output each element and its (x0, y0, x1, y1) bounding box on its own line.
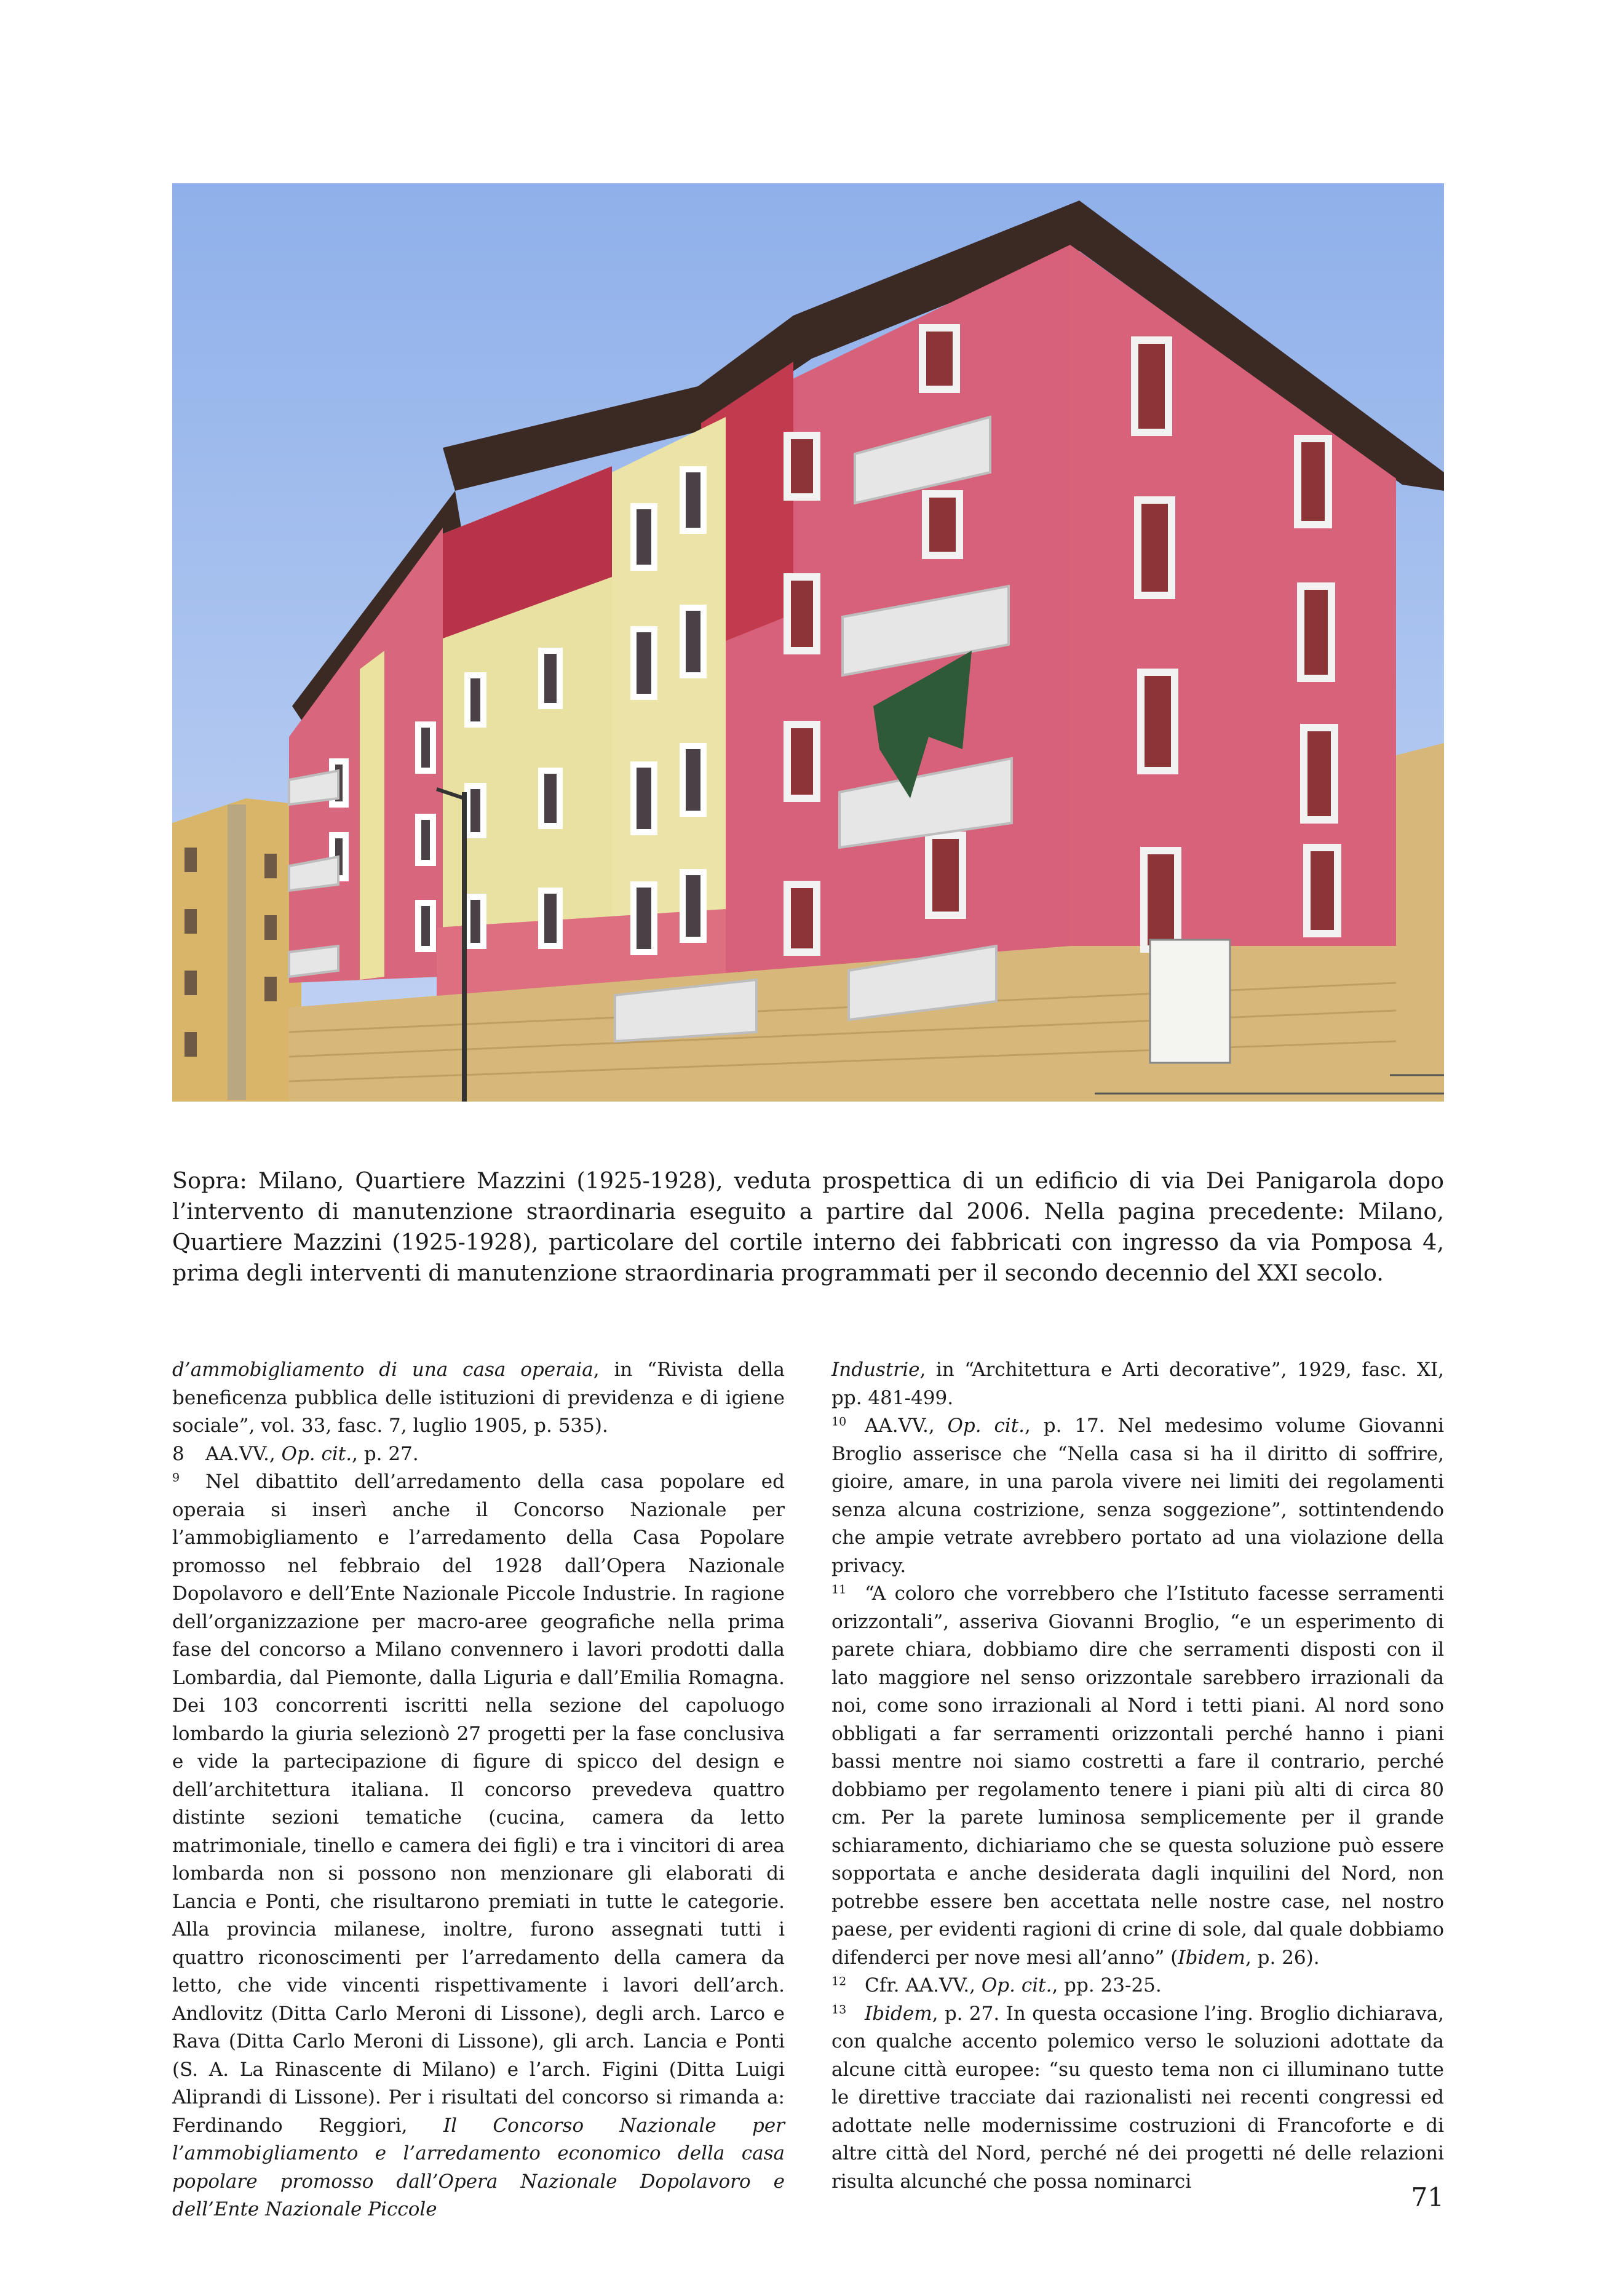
note-text: , pp. 23-25. (1052, 1974, 1162, 1996)
footnote-10 (831, 1412, 1444, 1580)
note-text: Cfr. AA.VV., (865, 1974, 982, 1996)
footnote-superscript: 10 (831, 1415, 847, 1429)
photo-caption: Sopra: Milano, Quartiere Mazzini (1925-1928), veduta prospettica di un edificio di via Dei Panigarola dopo l’intervento di manutenzione straordinaria eseguito a partire dal 2006. Nella pagina precedente: Milano, Quartiere Mazzini (1925-1928), particolare del cortile interno dei fabbricati con ingresso da via Pomposa 4, prima degli interventi di manutenzione straordinaria programmati per il secondo decennio del XXI secolo. (172, 1167, 1444, 1286)
note-continuation-left (172, 1356, 785, 1440)
footnote-11 (831, 1580, 1444, 1972)
note-italic: Ibidem (865, 2002, 932, 2025)
footnote-superscript: 9 (172, 1471, 180, 1485)
footnote-superscript: 11 (831, 1583, 847, 1597)
note-text: Nel dibattito dell’arredamento della casa popolare ed operaia si inserì anche il Concorso Nazionale per l’ammobigliamento e l’arredamento della Casa Popolare promosso nel febbraio del 1928 dall’Opera Nazionale Dopolavoro e dell’Ente Nazionale Piccole Industrie. In ragione dell’organizzazione per macro-aree geografiche nella prima fase del concorso a Milano convennero i lavori prodotti dalla Lombardia, dal Piemonte, dalla Liguria e dall’Emilia Romagna. Dei 103 concorrenti iscritti nella sezione del capoluogo lombardo la giuria selezionò 27 progetti per la fase conclusiva e vide la partecipazione di figure di spicco del design e dell’architettura italiana. Il concorso prevedeva quattro distinte sezioni tematiche (cucina, camera da letto matrimoniale, tinello e camera dei figli) e tra i vincitori di area lombarda non si possono non menzionare gli elaborati di Lancia e Ponti, che risultarono premiati in tutte le categorie. Alla provincia milanese, inoltre, furono assegnati tutti i quattro riconoscimenti per l’arredamento della camera da letto, che vide vincenti rispettivamente i lavori dell’arch. Andlovitz (Ditta Carlo Meroni di Lissone), degli arch. Larco e Rava (Ditta Carlo Meroni di Lissone), gli arch. Lancia e Ponti (S. A. La Rinascente di Milano) e l’arch. Figini (Ditta Luigi Aliprandi di Lissone). Per i risultati del concorso si rimanda a: Ferdinando Reggiori, (172, 1471, 785, 2137)
footnote-superscript: 13 (831, 2003, 847, 2017)
note-italic: Industrie (831, 1359, 920, 1381)
notes-column-left (172, 1356, 785, 2224)
note-text: , in “Rivista della beneficenza pubblica delle istituzioni di previdenza e di igiene sociale”, vol. 33, fasc. 7, luglio 1905, p. 535). (172, 1359, 785, 1437)
note-italic: Il Concorso Nazionale per l’ammobigliamento e l’arredamento economico della casa popolare promosso dall’Opera Nazionale Dopolavoro e dell’Ente Nazionale Piccole (172, 2114, 785, 2220)
footnote-number (831, 1412, 865, 1440)
building-photo-illustration (172, 183, 1444, 1102)
footnote-superscript: 12 (831, 1974, 847, 1988)
note-text: AA.VV., (865, 1415, 948, 1437)
note-italic: Ibidem (1178, 1946, 1245, 1969)
footnote-number (831, 1972, 865, 2000)
note-text: “A coloro che vorrebbero che l’Istituto facesse serramenti orizzontali”, asseriva Giovanni Broglio, “e un esperimento di parete chiara, dobbiamo dire che serramenti disposti con il lato maggiore nel senso orizzontale sarebbero irrazionali da noi, come sono irrazionali al Nord i tetti piani. Al nord sono obbligati a far serramenti orizzontali perché hanno i piani bassi mentre noi siamo costretti a fare il contrario, perché dobbiamo per regolamento tenere i piani più alti di circa 80 cm. Per la parete luminosa semplicemente per il grande schiaramento, dichiariamo che se questa soluzione può essere sopportata e anche desiderata dagli inquilini del Nord, non potrebbe essere ben accettata nelle nostre case, nel nostro paese, per evidenti ragioni di crine di sole, dal quale dobbiamo difenderci per nove mesi all’anno” ( (831, 1583, 1444, 1969)
footnote-8 (172, 1440, 785, 1469)
note-text: , p. 27. (352, 1442, 419, 1465)
note-text: AA.VV., (205, 1442, 282, 1465)
note-text: , p. 27. In questa occasione l’ing. Broglio dichiarava, con qualche accento polemico verso le soluzioni adottate da alcune città europee: “su questo tema non ci illuminano tutte le direttive tracciate dai razionalisti nei recenti congressi ed adottate nelle modernissime costruzioni di Francoforte e di altre città del Nord, perché né dei progetti né delle relazioni risulta alcunché che possa nominarci (831, 2002, 1444, 2193)
note-text: , p. 26). (1245, 1946, 1320, 1969)
page-number: 71 (1411, 2182, 1444, 2212)
note-italic: Op. cit. (981, 1974, 1052, 1996)
note-italic: Op. cit. (947, 1415, 1025, 1437)
building-photo (172, 183, 1444, 1102)
footnote-number: 8 (172, 1442, 184, 1465)
note-italic: Op. cit. (281, 1442, 352, 1465)
note-continuation-right (831, 1356, 1444, 1412)
footnote-9 (172, 1468, 785, 2224)
footnote-12 (831, 1972, 1444, 2000)
note-italic: d’ammobigliamento di una casa operaia (172, 1359, 593, 1381)
notes-column-right (831, 1356, 1444, 2196)
footnote-number (831, 2000, 865, 2028)
footnote-number (172, 1468, 205, 1496)
note-text: , p. 17. Nel medesimo volume Giovanni Broglio asserisce che “Nella casa si ha il diritto di soffrire, gioire, amare, in una parola vivere nei limiti dei regolamenti senza alcuna costrizione, senza soggezione”, sottintendendo che ampie vetrate avrebbero portato ad una violazione della privacy. (831, 1415, 1445, 1577)
note-text: , in “Architettura e Arti decorative”, 1929, fasc. XI, pp. 481-499. (831, 1359, 1444, 1409)
footnote-13 (831, 2000, 1444, 2196)
footnote-number (831, 1580, 865, 1608)
